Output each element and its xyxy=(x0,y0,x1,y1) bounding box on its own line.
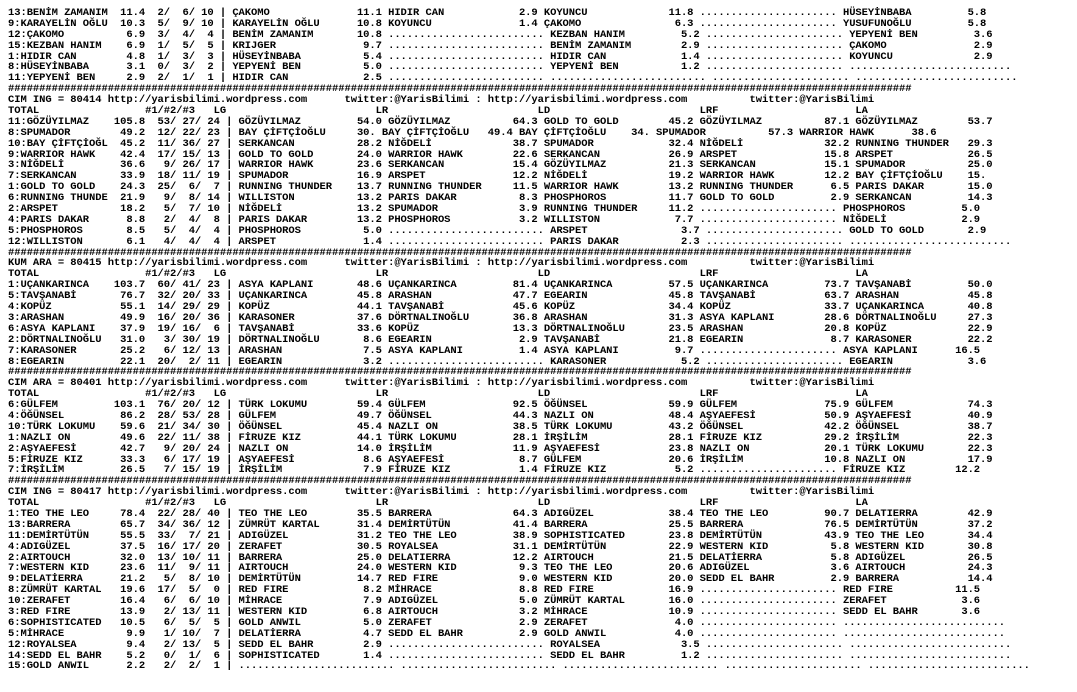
stats-row: 1:TEO THE LEO 78.4 22/ 28/ 40 | TEO THE LEO 35.5 BARRERA 64.3 ADIGÜZEL 38.4 TEO THE LEO 90.7 DELATIERRA 42.9 xyxy=(8,507,993,520)
stats-row: 1:UÇANKARINCA 103.7 60/ 41/ 23 | ASYA KAPLANI 48.6 UÇANKARINCA 81.4 UÇANKARINCA 57.5 UÇANKARINCA 73.7 TAVŞANABİ 50.0 xyxy=(8,279,993,292)
stats-row: 4:KOPÜZ 55.1 14/ 29/ 29 | KOPÜZ 44.1 TAVŞANABİ 45.6 KOPÜZ 34.4 KOPÜZ 33.7 UÇANKARINCA 40.8 xyxy=(8,301,993,314)
stats-row: 3:ARASHAN 49.9 16/ 20/ 36 | KARASONER 37.6 DÖRTNALINOĞLU 36.8 ARASHAN 31.3 ASYA KAPLANI 28.6 DÖRTNALINOĞLU 27.3 xyxy=(8,311,993,324)
race-header-line: KUM ARA = 80415 http://yarisbilimi.wordpress.com twitter:@YarisBilimi : http://yarisbilimi.wordpress.com twitter:@YarisBilimi xyxy=(8,257,875,270)
stats-row: 8:HÜSEYİNBABA 3.1 0/ 3/ 2 | YEPYENİ BEN 5.0 ......................... YEPYENİ BEN 1.2 ...................... .......................... xyxy=(8,61,1012,74)
stats-row: 13:BARRERA 65.7 34/ 36/ 12 | ZÜMRÜT KARTAL 31.4 DEMİRTÜTÜN 41.4 BARRERA 25.5 BARRERA 76.5 DEMİRTÜTÜN 37.2 xyxy=(8,518,993,531)
stats-row: 5:TAVŞANABİ 76.7 32/ 20/ 33 | UÇANKARINCA 45.8 ARASHAN 47.7 EGEARIN 45.8 TAVŞANABİ 63.7 ARASHAN 45.8 xyxy=(8,290,993,303)
stats-row: 6:GÜLFEM 103.1 76/ 20/ 12 | TÜRK LOKUMU 59.4 GÜLFEM 92.5 ÖĞÜNSEL 59.9 GÜLFEM 75.9 GÜLFEM 74.3 xyxy=(8,399,993,412)
stats-row: 3:NİĞDELİ 36.6 9/ 26/ 17 | WARRIOR HAWK 23.6 SERKANCAN 15.4 GÖZÜYILMAZ 21.3 SERKANCAN 15.1 SPUMADOR 25.0 xyxy=(8,159,993,172)
column-header-line: TOTAL #1/#2/#3 LG LR LD LRF LA xyxy=(8,105,868,118)
stats-row: 14:SEDD EL BAHR 5.2 0/ 1/ 6 | SOPHISTICATED 1.4 ......................... SEDD EL BAHR 1.2 ...................... .......................... xyxy=(8,649,1012,662)
separator-line: ################################################################################################################################################# xyxy=(8,366,912,379)
stats-row: 2:DÖRTNALINOĞLU 31.0 3/ 30/ 19 | DÖRTNALINOĞLU 8.6 EGEARIN 2.9 TAVŞANABİ 21.8 EGEARIN 8.7 KARASONER 22.2 xyxy=(8,333,993,346)
stats-row: 1:NAZLI ON 49.6 22/ 11/ 38 | FİRUZE KIZ 44.1 TÜRK LOKUMU 28.1 İRŞİLİM 28.1 FİRUZE KIZ 29.2 İRŞİLİM 22.3 xyxy=(8,431,993,444)
column-header-line: TOTAL #1/#2/#3 LG LR LD LRF LA xyxy=(8,268,868,281)
stats-row: 10:BAY ÇİFTÇİOĞL 45.2 11/ 36/ 27 | SERKANCAN 28.2 NİĞDELİ 38.7 SPUMADOR 32.4 NİĞDELİ 32.2 RUNNING THUNDER 29.3 xyxy=(8,137,993,150)
stats-row: 6:RUNNING THUNDE 21.9 9/ 8/ 14 | WILLISTON 13.2 PARIS DAKAR 8.3 PHOSPHOROS 11.7 GOLD TO GOLD 2.9 SERKANCAN 14.3 xyxy=(8,192,993,205)
stats-row: 15:KEZBAN HANIM 6.9 1/ 5/ 5 | KRIJGER 9.7 ......................... BENİM ZAMANIM 2.9 ...................... ÇAKOMO 2.9 xyxy=(8,39,993,52)
stats-row: 12:WILLISTON 6.1 4/ 4/ 4 | ARSPET 1.4 ......................... PARIS DAKAR 2.3 ...................... .......................... xyxy=(8,235,1012,248)
stats-row: 7:WESTERN KID 23.6 11/ 9/ 11 | AIRTOUCH 24.0 WESTERN KID 9.3 TEO THE LEO 20.6 ADIGÜZEL 3.6 AIRTOUCH 24.3 xyxy=(8,562,993,575)
stats-row: 2:AIRTOUCH 32.0 13/ 10/ 11 | BARRERA 25.0 DELATIERRA 12.2 AIRTOUCH 21.5 DELATİERRA 5.8 ADIGÜZEL 26.5 xyxy=(8,551,993,564)
race-header-line: CIM ARA = 80401 http://yarisbilimi.wordpress.com twitter:@YarisBilimi : http://yarisbilimi.wordpress.com twitter:@YarisBilimi xyxy=(8,377,875,390)
stats-row: 8:SPUMADOR 49.2 12/ 22/ 23 | BAY ÇİFTÇİOĞLU 30. BAY ÇİFTÇİOĞLU 49.4 BAY ÇİFTÇİOĞLU 34. SPUMADOR 57.3 WARRIOR HAWK 38.6 xyxy=(8,126,937,139)
stats-row: 11:GÖZÜYILMAZ 105.8 53/ 27/ 24 | GÖZÜYILMAZ 54.0 GÖZÜYILMAZ 64.3 GOLD TO GOLD 45.2 GÖZÜYILMAZ 87.1 GÖZÜYILMAZ 53.7 xyxy=(8,115,993,128)
stats-row: 11:YEPYENİ BEN 2.9 2/ 1/ 1 | HIDIR CAN 2.5 ......................... ......................... ...................... .......................... xyxy=(8,72,1018,85)
stats-row: 1:GOLD TO GOLD 24.3 25/ 6/ 7 | RUNNING THUNDER 13.7 RUNNING THUNDER 11.5 WARRIOR HAWK 13.2 RUNNING THUNDER 6.5 PARIS DAKAR 15.0 xyxy=(8,181,993,194)
stats-row: 2:ARSPET 18.2 5/ 7/ 10 | NİĞDELİ 13.2 SPUMADOR 3.9 RUNNING THUNDER 11.2 ...................... PHOSPHOROS 5.0 xyxy=(8,203,981,216)
race-header-line: CIM ING = 80414 http://yarisbilimi.wordpress.com twitter:@YarisBilimi : http://yarisbilimi.wordpress.com twitter:@YarisBilimi xyxy=(8,94,875,107)
stats-row: 12:ÇAKOMO 6.9 3/ 4/ 4 | BENİM ZAMANIM 10.8 ......................... KEZBAN HANIM 5.2 ...................... YEPYENİ BEN 3.6 xyxy=(8,28,993,41)
stats-row: 3:RED FIRE 13.9 2/ 13/ 11 | WESTERN KID 6.8 AIRTOUCH 3.2 MİHRACE 10.9 ...................... SEDD EL BAHR 3.6 xyxy=(8,605,981,618)
stats-row: 13:BENİM ZAMANIM 11.4 2/ 6/ 10 | ÇAKOMO 11.1 HIDIR CAN 2.9 KOYUNCU 11.8 ...................... HÜSEYİNBABA 5.8 xyxy=(8,7,987,19)
stats-row: 15:GOLD ANWIL 2.2 2/ 2/ 1 | ......................... ......................... ......................... ...................... .......................... xyxy=(8,660,1030,673)
stats-row: 7:İRŞİLİM 26.5 7/ 15/ 19 | İRŞİLİM 7.9 FİRUZE KIZ 1.4 FİRUZE KIZ 5.2 ...................... FİRUZE KIZ 12.2 xyxy=(8,464,981,477)
race-statistics-printout xyxy=(8,8,1030,672)
separator-line: ################################################################################################################################################# xyxy=(8,475,912,488)
stats-row: 8:ZÜMRÜT KARTAL 19.6 17/ 5/ 0 | RED FIRE 8.2 MİHRACE 8.8 RED FIRE 16.9 ...................... RED FIRE 11.5 xyxy=(8,584,981,597)
stats-row: 5:PHOSPHOROS 8.5 5/ 4/ 4 | PHOSPHOROS 5.0 ......................... ARSPET 3.7 ...................... GOLD TO GOLD 2.9 xyxy=(8,224,987,237)
stats-row: 6:ASYA KAPLANI 37.9 19/ 16/ 6 | TAVŞANABİ 33.6 KOPÜZ 13.3 DÖRTNALINOĞLU 23.5 ARASHAN 20.8 KOPÜZ 22.9 xyxy=(8,322,993,335)
stats-row: 12:ROYALSEA 9.4 2/ 13/ 5 | SEDD EL BAHR 2.9 ......................... ROYALSEA 3.5 ...................... .......................... xyxy=(8,638,1012,651)
separator-line: ################################################################################################################################################# xyxy=(8,246,912,259)
stats-row: 5:MİHRACE 9.9 1/ 10/ 7 | DELATİERRA 4.7 SEDD EL BAHR 2.9 GOLD ANWIL 4.0 ...................... .......................... xyxy=(8,627,1005,640)
stats-row: 11:DEMİRTÜTÜN 55.5 33/ 7/ 21 | ADIGÜZEL 31.2 TEO THE LEO 38.9 SOPHISTICATED 23.8 DEMİRTÜTÜN 43.9 TEO THE LEO 34.4 xyxy=(8,529,993,542)
stats-row: 9:DELATİERRA 21.2 5/ 8/ 10 | DEMİRTÜTÜN 14.7 RED FIRE 9.0 WESTERN KID 20.0 SEDD EL BAHR 2.9 BARRERA 14.4 xyxy=(8,573,993,586)
column-header-line: TOTAL #1/#2/#3 LG LR LD LRF LA xyxy=(8,497,868,510)
race-header-line: CIM ING = 80417 http://yarisbilimi.wordpress.com twitter:@YarisBilimi : http://yarisbilimi.wordpress.com twitter:@YarisBilimi xyxy=(8,486,875,499)
column-header-line: TOTAL #1/#2/#3 LG LR LD LRF LA xyxy=(8,388,868,401)
stats-row: 2:AŞYAEFESİ 42.7 9/ 20/ 24 | NAZLI ON 14.0 İRŞİLİM 11.9 AŞYAEFESİ 23.8 NAZLI ON 20.1 TÜRK LOKUMU 22.3 xyxy=(8,442,993,455)
stats-row: 9:KARAYELİN OĞLU 10.3 5/ 9/ 10 | KARAYELİN OĞLU 10.8 KOYUNCU 1.4 ÇAKOMO 6.3 ...................... YUSUFUNOĞLU 5.8 xyxy=(8,17,987,30)
stats-row: 10:ZERAFET 16.4 6/ 6/ 10 | MİHRACE 7.9 ADIGÜZEL 5.0 ZÜMRÜT KARTAL 16.0 ...................... ZERAFET 3.6 xyxy=(8,595,981,608)
stats-row: 4:ÖĞÜNSEL 86.2 28/ 53/ 28 | GÜLFEM 49.7 ÖĞÜNSEL 44.3 NAZLI ON 48.4 AŞYAEFESİ 50.9 AŞYAEFESİ 40.9 xyxy=(8,409,993,422)
stats-row: 4:ADIGÜZEL 37.5 16/ 17/ 20 | ZERAFET 30.5 ROYALSEA 31.1 DEMİRTÜTÜN 22.9 WESTERN KID 5.8 WESTERN KID 30.8 xyxy=(8,540,993,553)
stats-row: 7:KARASONER 25.2 6/ 12/ 13 | ARASHAN 7.5 ASYA KAPLANI 1.4 ASYA KAPLANI 9.7 ...................... ASYA KAPLANI 16.5 xyxy=(8,344,981,357)
separator-line: ################################################################################################################################################# xyxy=(8,83,912,96)
stats-row: 1:HIDIR CAN 4.8 1/ 3/ 3 | HÜSEYİNBABA 5.4 ......................... HIDIR CAN 1.4 ...................... KOYUNCU 2.9 xyxy=(8,50,993,63)
stats-row: 8:EGEARIN 22.1 20/ 2/ 11 | EGEARIN 3.2 ......................... KARASONER 5.2 ...................... EGEARIN 3.6 xyxy=(8,355,987,368)
stats-row: 7:SERKANCAN 33.9 18/ 11/ 19 | SPUMADOR 16.9 ARSPET 12.2 NİĞDELİ 19.2 WARRIOR HAWK 12.2 BAY ÇİFTÇİOĞLU 15. xyxy=(8,170,987,183)
stats-row: 9:WARRIOR HAWK 42.4 17/ 15/ 13 | GOLD TO GOLD 24.0 WARRIOR HAWK 22.6 SERKANCAN 26.9 ARSPET 15.8 ARSPET 26.5 xyxy=(8,148,993,161)
stats-row: 5:FİRUZE KIZ 33.3 6/ 17/ 19 | AŞYAEFESİ 8.6 AŞYAEFESİ 8.7 GÜLFEM 20.6 İRŞİLİM 10.8 NAZLI ON 17.9 xyxy=(8,453,993,466)
stats-row: 6:SOPHISTICATED 10.5 6/ 5/ 5 | GOLD ANWIL 5.0 ZERAFET 2.9 ZERAFET 4.0 ...................... .......................... xyxy=(8,616,1005,629)
stats-row: 4:PARIS DAKAR 8.8 2/ 4/ 8 | PARIS DAKAR 13.2 PHOSPHOROS 3.2 WILLISTON 7.7 ...................... NİĞDELİ 2.9 xyxy=(8,213,981,226)
stats-row: 10:TÜRK LOKUMU 59.6 21/ 34/ 30 | ÖĞÜNSEL 45.4 NAZLI ON 38.5 TÜRK LOKUMU 43.2 ÖĞÜNSEL 42.2 ÖĞÜNSEL 38.7 xyxy=(8,420,993,433)
